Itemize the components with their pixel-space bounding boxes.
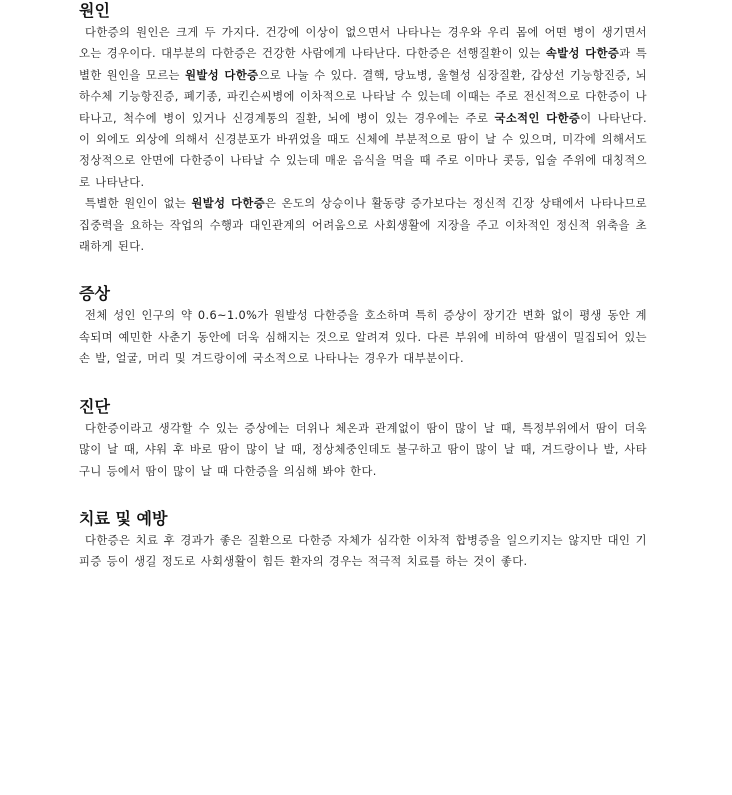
text-run: 은 온도의 상승이나 활동량 증가보다는 정신적 긴장 상태에서 나타나므로 집중력을 요하는 작업의 수행과 대인관계의 어려움으로 사회생활에 지장을 주고 이차적인 정신적 위축을 초래하게 된다. [79, 197, 647, 254]
text-run: 으로 나눌 수 있다. 결핵, 당뇨병, 울혈성 심장질환, 갑상선 기능항진증, 뇌하수체 기능항진증, 폐기종, 파킨슨씨병에 이차적으로 나타날 수 있는데 이때는 주로 전신적으로 다한증이 나타나고, 척수에 병이 있거나 신경계통의 질환, 뇌에 병이 있는 경우에는 주로 [79, 68, 648, 125]
text-run: 이 나타난다. 이 외에도 외상에 의해서 신경분포가 바뀌었을 때도 신체에 부분적으로 땀이 날 수 있으며, 미각에 의해서도 정상적으로 안면에 다한증이 나타날 수 있는데 매운 음식을 먹을 때 주로 이마나 콧등, 입술 주위에 대칭적으로 나타난다. [79, 111, 647, 189]
section-gap [79, 482, 647, 508]
section-title-cause: 원인 [79, 1, 110, 20]
section-gap [79, 257, 647, 283]
text-run: 과 특별한 원인을 모르는 [79, 47, 648, 82]
cause-paragraph-2 [79, 193, 647, 257]
section-title-symptoms: 증상 [79, 284, 110, 304]
document-body [79, 0, 647, 573]
bold-term-focal-hyperhidrosis: 국소적인 다한증 [494, 111, 581, 125]
text-run: 특별한 원인이 없는 [85, 197, 192, 211]
section-gap [79, 370, 647, 396]
section-title-diagnosis: 진단 [79, 396, 110, 416]
treatment-paragraph: 다한증은 치료 후 경과가 좋은 질환으로 다한증 자체가 심각한 이차적 합병증을 일으키지는 않지만 대인 기피증 등이 생길 정도로 사회생활이 힘든 환자의 경우는 적극적 치료를 하는 것이 좋다. [79, 533, 647, 569]
symptoms-paragraph: 전체 성인 인구의 약 0.6~1.0%가 원발성 다한증을 호소하며 특히 증상이 장기간 변화 없이 평생 동안 계속되며 예민한 사춘기 동안에 더욱 심해지는 것으로 알려져 있다. 다른 부위에 비하여 땀샘이 밀집되어 있는 손 발, 얼굴, 머리 및 겨드랑이에 국소적으로 나타나는 경우가 대부분이다. [79, 309, 647, 366]
diagnosis-paragraph: 다한증이라고 생각할 수 있는 증상에는 더위나 체온과 관계없이 땀이 많이 날 때, 특정부위에서 땀이 더욱 많이 날 때, 샤워 후 바로 땀이 많이 날 때, 정상체중인데도 불구하고 땀이 많이 날 때, 겨드랑이나 발, 사타구니 등에서 땀이 많이 날 때 다한증을 의심해 봐야 한다. [79, 421, 647, 478]
bold-term-primary-hyperhidrosis: 원발성 다한증 [191, 197, 266, 211]
bold-term-secondary-hyperhidrosis: 속발성 다한증 [545, 47, 620, 61]
bold-term-primary-hyperhidrosis: 원발성 다한증 [185, 68, 259, 82]
section-title-treatment: 치료 및 예방 [79, 508, 168, 528]
text-run: 다한증의 원인은 크게 두 가지다. 건강에 이상이 없으면서 나타나는 경우와 우리 몸에 어떤 병이 생기면서 오는 경우이다. 대부분의 다한증은 건강한 사람에게 나타난다. 다한증은 선행질환이 있는 [79, 26, 647, 61]
cause-paragraph-1 [79, 22, 647, 193]
